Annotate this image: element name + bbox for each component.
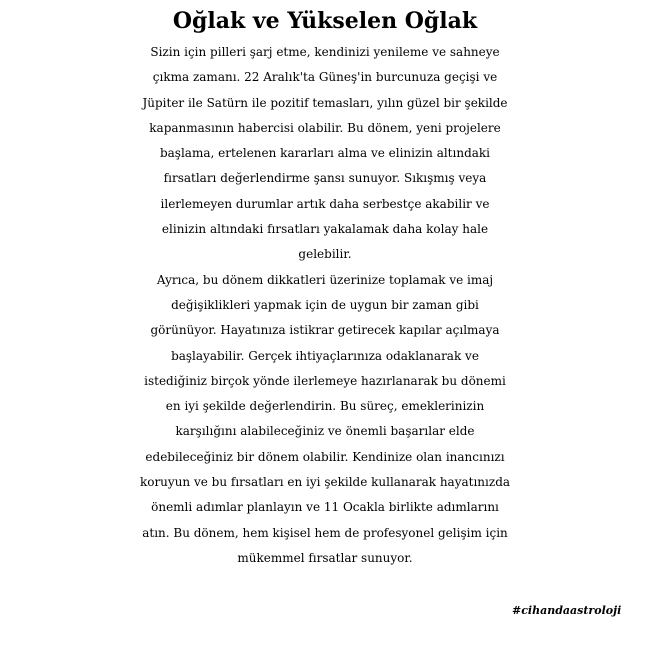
text-line: Jüpiter ile Satürn ile pozitif temasları, yılın güzel bir şekilde [142,95,508,110]
text-line: istediğiniz birçok yönde ilerlemeye hazırlanarak bu dönemi [144,373,506,388]
page-title: Oğlak ve Yükselen Oğlak [172,8,478,34]
text-line: atın. Bu dönem, hem kişisel hem de profesyonel gelişim için [142,525,508,540]
text-line: edebileceğiniz bir dönem olabilir. Kendinize olan inancınızı [145,449,505,464]
text-line: mükemmel fırsatlar sunuyor. [237,550,413,565]
text-line: Sizin için pilleri şarj etme, kendinizi yenileme ve sahneye [150,45,500,59]
text-line: karşılığını alabileceğiniz ve önemli başarılar elde [175,424,475,439]
text-line: önemli adımlar planlayın ve 11 Ocakla birlikte adımlarını [151,500,499,515]
text-line: görünüyor. Hayatınıza istikrar getirecek kapılar açılmaya [150,323,500,338]
article-body [0,40,650,571]
text-line: fırsatları değerlendirme şansı sunuyor. Sıkışmış veya [163,171,487,186]
text-line: ilerlemeyen durumlar artık daha serbestçe akabilir ve [160,196,490,211]
text-line: elinizin altındaki fırsatları yakalamak daha kolay hale [161,222,489,237]
text-line: kapanmasının habercisi olabilir. Bu dönem, yeni projelere [149,120,501,135]
watermark-tag: #cihandaastroloji [512,604,622,617]
text-line: başlayabilir. Gerçek ihtiyaçlarınıza odaklanarak ve [171,348,479,363]
text-line: koruyun ve bu fırsatları en iyi şekilde kullanarak hayatınızda [139,475,511,490]
text-line: çıkma zamanı. 22 Aralık'ta Güneş'in burcunuza geçişi ve [152,70,498,85]
text-line: en iyi şekilde değerlendirin. Bu süreç, emeklerinizin [165,399,485,414]
text-line: gelebilir. [298,247,352,262]
text-line: başlama, ertelenen kararları alma ve elinizin altındaki [159,146,491,161]
text-line: değişiklikleri yapmak için de uygun bir zaman gibi [171,297,479,312]
text-line: Ayrıca, bu dönem dikkatleri üzerinize toplamak ve imaj [156,272,494,287]
